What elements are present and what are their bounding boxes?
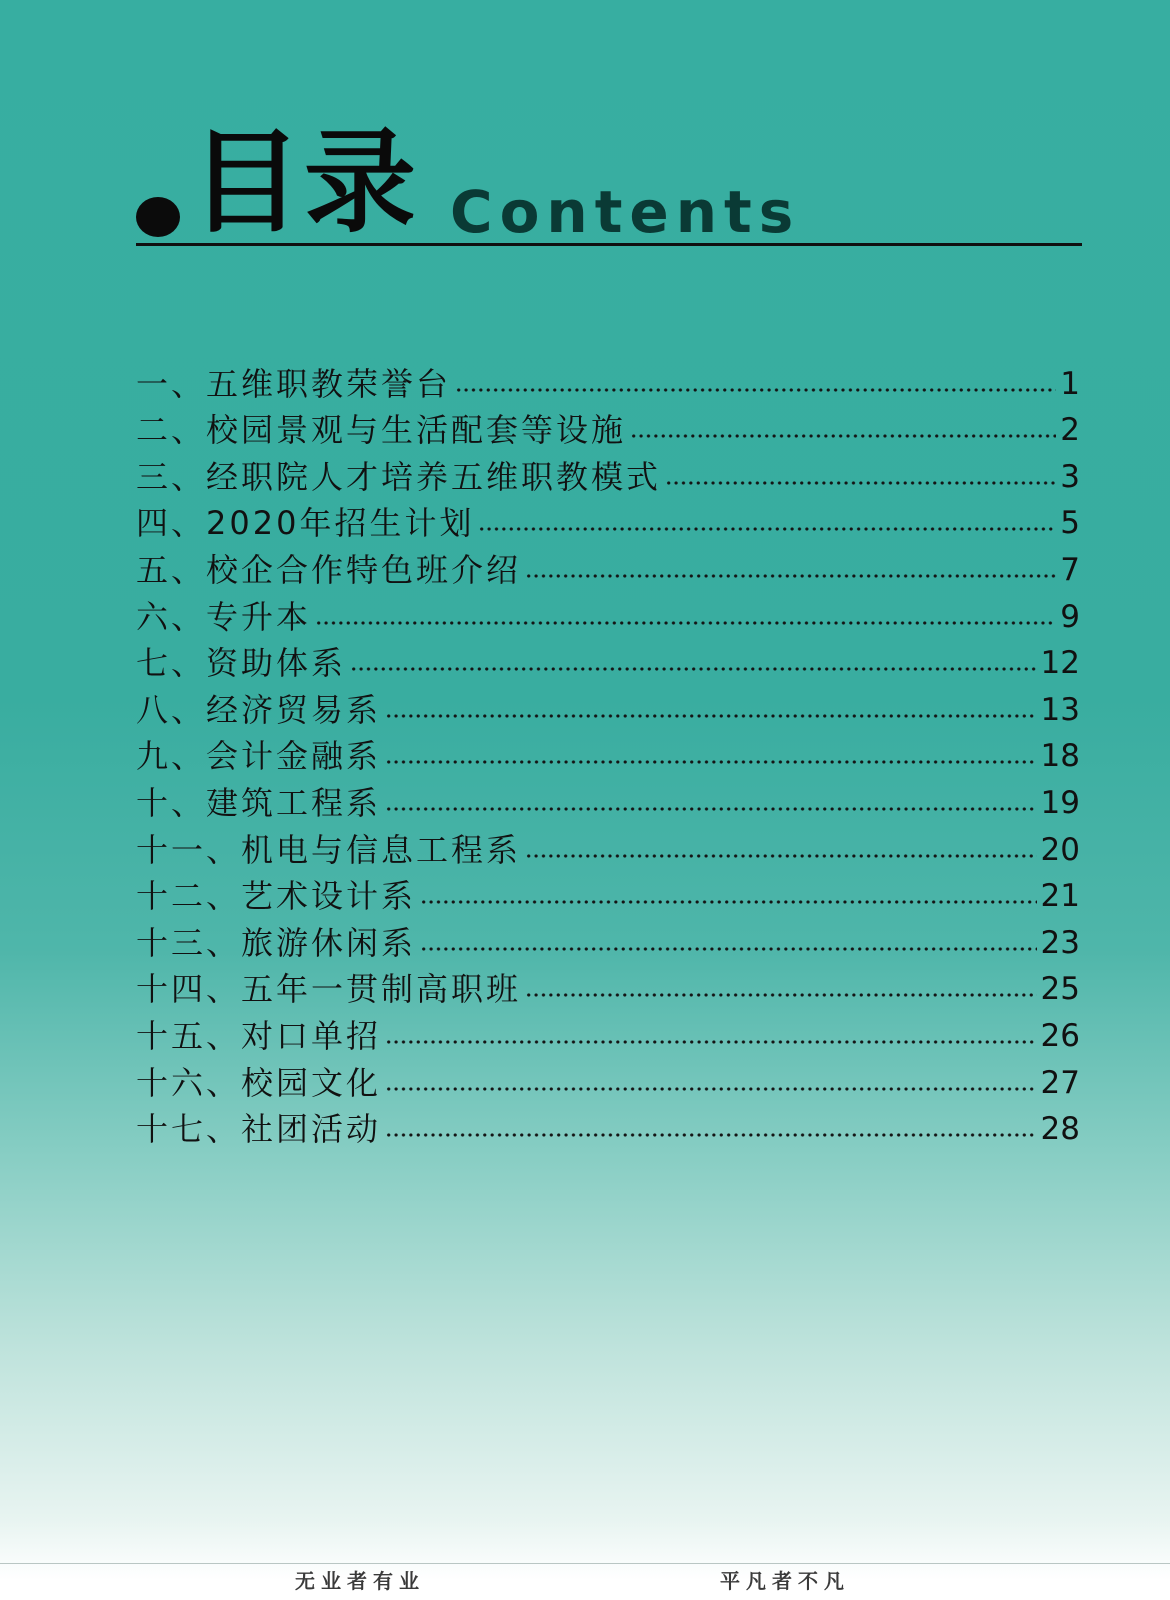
- toc-leader-dots: [420, 946, 1037, 952]
- toc-entry-title: 十、建筑工程系: [136, 783, 382, 822]
- toc-entry-page: 1: [1060, 365, 1080, 402]
- toc-entry-page: 23: [1040, 924, 1080, 961]
- toc-entry-title: 十七、社团活动: [136, 1110, 382, 1149]
- toc-entry-page: 3: [1060, 458, 1080, 495]
- toc-entry-title: 一、五维职教荣誉台: [136, 364, 452, 403]
- toc-entry-title: 十六、校园文化: [136, 1063, 382, 1102]
- toc-entry-page: 26: [1040, 1017, 1080, 1054]
- footer-divider: [0, 1563, 1170, 1564]
- toc-leader-dots: [525, 853, 1037, 859]
- toc-leader-dots: [525, 992, 1037, 998]
- toc-entry-page: 9: [1060, 598, 1080, 635]
- toc-entry-page: 20: [1040, 831, 1080, 868]
- toc-entry: [136, 822, 1080, 869]
- footer-slogan-left: 无业者有业: [295, 1569, 425, 1593]
- toc-leader-dots: [665, 480, 1056, 486]
- toc-entry-page: 7: [1060, 551, 1080, 588]
- toc-entry: [136, 1055, 1080, 1102]
- toc-leader-dots: [385, 713, 1037, 719]
- toc-entry: [136, 729, 1080, 776]
- table-of-contents: [136, 356, 1080, 1148]
- toc-entry: [136, 356, 1080, 403]
- toc-entry: [136, 682, 1080, 729]
- toc-entry-title: 十一、机电与信息工程系: [136, 830, 522, 869]
- toc-entry-title: 十五、对口单招: [136, 1016, 382, 1055]
- toc-leader-dots: [525, 573, 1056, 579]
- title-bullet-dot: [136, 197, 180, 237]
- toc-entry: [136, 496, 1080, 543]
- toc-entry-title: 八、经济贸易系: [136, 690, 382, 729]
- toc-entry: [136, 542, 1080, 589]
- toc-entry-page: 25: [1040, 971, 1080, 1008]
- toc-entry: [136, 1008, 1080, 1055]
- toc-leader-dots: [455, 387, 1056, 393]
- toc-leader-dots: [478, 526, 1056, 532]
- toc-entry-title: 六、专升本: [136, 597, 312, 636]
- toc-entry-page: 18: [1040, 738, 1080, 775]
- toc-leader-dots: [385, 1039, 1037, 1045]
- page-title: [136, 118, 1082, 246]
- toc-entry: [136, 403, 1080, 450]
- toc-entry-page: 5: [1060, 505, 1080, 542]
- title-chinese: 目录: [190, 118, 418, 248]
- toc-entry: [136, 775, 1080, 822]
- toc-entry-page: 19: [1040, 784, 1080, 821]
- toc-entry: [136, 1102, 1080, 1149]
- toc-entry-title: 十四、五年一贯制高职班: [136, 970, 522, 1009]
- title-english: Contents: [450, 178, 801, 246]
- toc-entry-title: 七、资助体系: [136, 644, 347, 683]
- toc-entry: [136, 915, 1080, 962]
- toc-entry-title: 五、校企合作特色班介绍: [136, 550, 522, 589]
- toc-entry-page: 28: [1040, 1111, 1080, 1148]
- toc-entry-page: 13: [1040, 691, 1080, 728]
- toc-leader-dots: [315, 620, 1056, 626]
- toc-leader-dots: [385, 759, 1037, 765]
- toc-entry-title: 十二、艺术设计系: [136, 877, 417, 916]
- toc-leader-dots: [420, 899, 1037, 905]
- footer-slogan-right: 平凡者不凡: [720, 1569, 850, 1593]
- toc-entry-page: 21: [1040, 878, 1080, 915]
- toc-entry-title: 二、校园景观与生活配套等设施: [136, 411, 627, 450]
- toc-leader-dots: [385, 806, 1037, 812]
- toc-entry: [136, 449, 1080, 496]
- toc-entry: [136, 636, 1080, 683]
- toc-entry-page: 27: [1040, 1064, 1080, 1101]
- toc-entry: [136, 962, 1080, 1009]
- toc-leader-dots: [630, 433, 1056, 439]
- toc-entry-page: 2: [1060, 412, 1080, 449]
- toc-entry: [136, 869, 1080, 916]
- toc-entry-title: 四、2020年招生计划: [136, 504, 475, 543]
- toc-entry-page: 12: [1040, 645, 1080, 682]
- toc-entry-title: 十三、旅游休闲系: [136, 923, 417, 962]
- toc-leader-dots: [385, 1132, 1037, 1138]
- toc-entry-title: 三、经职院人才培养五维职教模式: [136, 457, 662, 496]
- toc-entry: [136, 589, 1080, 636]
- toc-leader-dots: [385, 1086, 1037, 1092]
- toc-entry-title: 九、会计金融系: [136, 737, 382, 776]
- toc-leader-dots: [350, 666, 1037, 672]
